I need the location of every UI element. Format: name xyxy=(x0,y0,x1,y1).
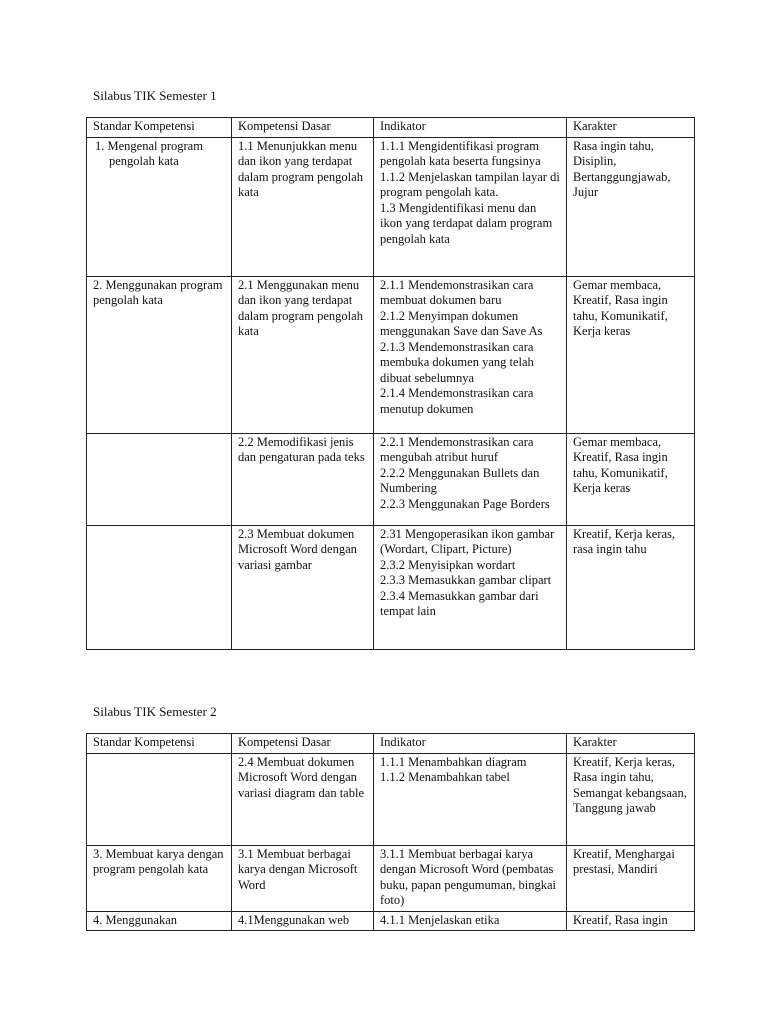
indikator-item: 4.1.1 Menjelaskan etika xyxy=(380,912,500,927)
cell-standar-kompetensi: 4. Menggunakan xyxy=(87,911,232,931)
cell-indikator xyxy=(374,137,567,276)
indikator-item: 2.2.2 Menggunakan Bullets dan Numbering xyxy=(380,465,540,495)
syllabus-table-semester-1 xyxy=(86,117,695,650)
indikator-item: 2.1.3 Mendemonstrasikan cara membuka dokumen yang telah dibuat sebelumnya xyxy=(380,339,534,385)
indikator-item: 1.1.2 Menambahkan tabel xyxy=(380,770,510,784)
semester-1-title: Silabus TIK Semester 1 xyxy=(93,88,217,103)
table-header-row xyxy=(87,734,695,754)
indikator-item: 2.31 Mengoperasikan ikon gambar (Wordart, Clipart, Picture) xyxy=(380,526,555,556)
indikator-item: 2.2.1 Mendemonstrasikan cara mengubah atribut huruf xyxy=(380,434,534,464)
cell-standar-kompetensi: 3. Membuat karya dengan program pengolah kata xyxy=(87,845,232,911)
cell-karakter: Kreatif, Kerja keras, rasa ingin tahu xyxy=(567,525,695,649)
indikator-item: 2.1.2 Menyimpan dokumen menggunakan Save dan Save As xyxy=(380,308,543,338)
cell-indikator xyxy=(374,845,567,911)
header-indikator: Indikator xyxy=(374,118,567,138)
indikator-item: 2.2.3 Menggunakan Page Borders xyxy=(380,496,550,511)
table-row xyxy=(87,911,695,931)
header-standar-kompetensi: Standar Kompetensi xyxy=(87,118,232,138)
syllabus-table-semester-2 xyxy=(86,733,695,931)
header-standar-kompetensi: Standar Kompetensi xyxy=(87,734,232,754)
cell-kompetensi-dasar: 2.3 Membuat dokumen Microsoft Word dengan variasi gambar xyxy=(232,525,374,649)
indikator-item: 1.1.1 Mengidentifikasi program pengolah kata beserta fungsinya xyxy=(380,138,541,168)
cell-indikator xyxy=(374,433,567,525)
cell-standar-kompetensi xyxy=(87,433,232,525)
table-row xyxy=(87,137,695,276)
indikator-item: 1.1.2 Menjelaskan tampilan layar di program pengolah kata. xyxy=(380,169,560,199)
indikator-item: 3.1.1 Membuat berbagai karya dengan Microsoft Word (pembatas buku, papan pengumuman, bingkai foto) xyxy=(380,846,557,907)
cell-indikator xyxy=(374,911,567,931)
cell-karakter: Rasa ingin tahu, Disiplin, Bertanggungjawab, Jujur xyxy=(567,137,695,276)
indikator-item: 2.3.3 Memasukkan gambar clipart xyxy=(380,573,552,587)
indikator-item: 2.1.4 Mendemonstrasikan cara menutup dokumen xyxy=(380,386,534,416)
cell-kompetensi-dasar: 1.1 Menunjukkan menu dan ikon yang terdapat dalam program pengolah kata xyxy=(232,137,374,276)
table-row xyxy=(87,525,695,649)
indikator-item: 1.1.1 Menambahkan diagram xyxy=(380,754,527,769)
cell-indikator xyxy=(374,525,567,649)
header-kompetensi-dasar: Kompetensi Dasar xyxy=(232,734,374,754)
table-header-row xyxy=(87,118,695,138)
header-karakter: Karakter xyxy=(567,734,695,754)
table-row xyxy=(87,753,695,845)
indikator-item: 1.3 Mengidentifikasi menu dan ikon yang terdapat dalam program pengolah kata xyxy=(380,200,553,246)
cell-kompetensi-dasar: 2.2 Memodifikasi jenis dan pengaturan pada teks xyxy=(232,433,374,525)
table-row xyxy=(87,276,695,433)
cell-kompetensi-dasar: 2.4 Membuat dokumen Microsoft Word dengan variasi diagram dan table xyxy=(232,753,374,845)
cell-indikator xyxy=(374,276,567,433)
header-karakter: Karakter xyxy=(567,118,695,138)
cell-kompetensi-dasar: 4.1Menggunakan web xyxy=(232,911,374,931)
table-row xyxy=(87,845,695,911)
cell-kompetensi-dasar: 3.1 Membuat berbagai karya dengan Microsoft Word xyxy=(232,845,374,911)
indikator-item: 2.3.2 Menyisipkan wordart xyxy=(380,557,516,572)
sk-text: 1. Mengenal program pengolah kata xyxy=(95,138,203,168)
cell-karakter: Gemar membaca, Kreatif, Rasa ingin tahu, Komunikatif, Kerja keras xyxy=(567,276,695,433)
cell-karakter: Gemar membaca, Kreatif, Rasa ingin tahu, Komunikatif, Kerja keras xyxy=(567,433,695,525)
cell-standar-kompetensi xyxy=(87,525,232,649)
cell-standar-kompetensi xyxy=(87,137,232,276)
header-indikator: Indikator xyxy=(374,734,567,754)
table-row xyxy=(87,433,695,525)
cell-indikator xyxy=(374,753,567,845)
header-kompetensi-dasar: Kompetensi Dasar xyxy=(232,118,374,138)
cell-karakter: Kreatif, Menghargai prestasi, Mandiri xyxy=(567,845,695,911)
cell-kompetensi-dasar: 2.1 Menggunakan menu dan ikon yang terdapat dalam program pengolah kata xyxy=(232,276,374,433)
indikator-item: 2.1.1 Mendemonstrasikan cara membuat dokumen baru xyxy=(380,277,534,307)
cell-standar-kompetensi xyxy=(87,753,232,845)
cell-standar-kompetensi: 2. Menggunakan program pengolah kata xyxy=(87,276,232,433)
indikator-item: 2.3.4 Memasukkan gambar dari tempat lain xyxy=(380,588,539,618)
semester-2-title: Silabus TIK Semester 2 xyxy=(93,704,217,719)
cell-karakter: Kreatif, Kerja keras, Rasa ingin tahu, Semangat kebangsaan, Tanggung jawab xyxy=(567,753,695,845)
cell-karakter: Kreatif, Rasa ingin xyxy=(567,911,695,931)
